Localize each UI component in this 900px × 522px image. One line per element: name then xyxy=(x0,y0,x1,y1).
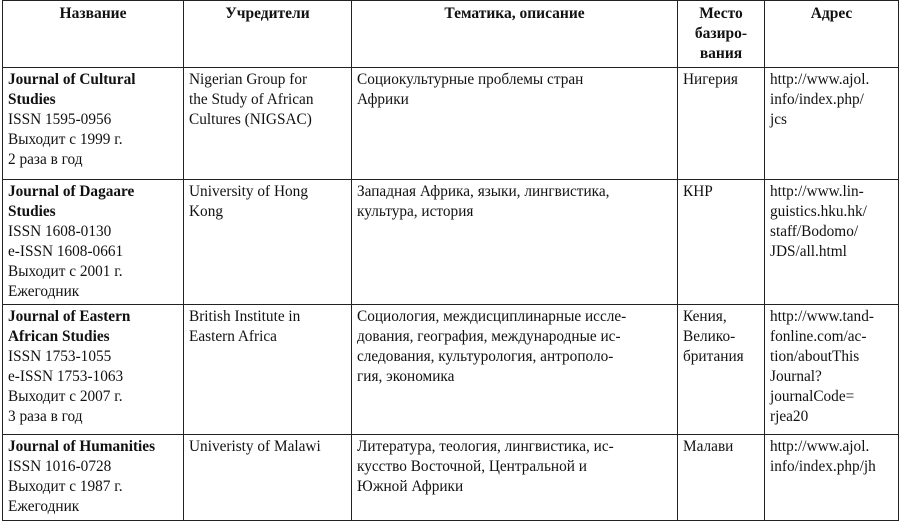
journal-info-line: ISSN 1016-0728 xyxy=(8,458,112,475)
address-line: staff/Bodomo/ xyxy=(770,223,859,240)
header-founders: Учредители xyxy=(184,1,352,68)
topic-line: Литература, теология, лингвистика, ис- xyxy=(357,438,614,455)
address-cell xyxy=(765,435,899,521)
topic-line: Африки xyxy=(357,91,409,108)
founders-line: the Study of African xyxy=(189,91,314,108)
journal-info-line: Ежегодник xyxy=(8,498,80,515)
topic-line: культура, история xyxy=(357,203,474,220)
table-header-row xyxy=(3,1,899,68)
founders-cell xyxy=(184,180,352,305)
address-line: JDS/all.html xyxy=(770,243,847,260)
address-line: info/index.php/ xyxy=(770,91,864,108)
place-line: британия xyxy=(683,348,744,365)
journal-title-line: Journal of Humanities xyxy=(8,438,156,455)
header-name: Название xyxy=(3,1,184,68)
founders-line: Univeristy of Malawi xyxy=(189,438,321,455)
founders-line: Eastern Africa xyxy=(189,328,277,345)
address-line: journalCode= xyxy=(770,388,855,405)
table-row xyxy=(3,68,899,180)
topic-line: Социокультурные проблемы стран xyxy=(357,71,584,88)
founders-line: Nigerian Group for xyxy=(189,71,308,88)
address-line: guistics.hku.hk/ xyxy=(770,203,867,220)
table-row xyxy=(3,305,899,435)
founders-line: Kong xyxy=(189,203,223,220)
journals-table xyxy=(2,0,899,521)
journal-title-line: Journal of Dagaare xyxy=(8,183,135,200)
table-row xyxy=(3,180,899,305)
header-place xyxy=(678,1,765,68)
header-topic: Тематика, описание xyxy=(352,1,678,68)
founders-line: British Institute in xyxy=(189,308,301,325)
address-line: Journal? xyxy=(770,368,822,385)
address-line: http://www.ajol. xyxy=(770,438,870,455)
journal-title-line: Journal of Eastern xyxy=(8,308,131,325)
topic-cell xyxy=(352,435,678,521)
header-place-line: Место xyxy=(699,5,743,22)
journal-info-line: 3 раза в год xyxy=(8,408,83,425)
founders-cell xyxy=(184,305,352,435)
place-line: Кения, xyxy=(683,308,727,325)
place-cell xyxy=(678,305,765,435)
header-place-line: вания xyxy=(699,45,743,62)
address-cell xyxy=(765,305,899,435)
place-cell xyxy=(678,180,765,305)
address-line: rjea20 xyxy=(770,408,809,425)
topic-line: гия, экономика xyxy=(357,368,455,385)
address-cell xyxy=(765,68,899,180)
founders-cell xyxy=(184,435,352,521)
journal-title-line: Studies xyxy=(8,203,56,220)
journal-info-line: 2 раза в год xyxy=(8,151,83,168)
journal-info-line: e-ISSN 1753-1063 xyxy=(8,368,124,385)
address-line: http://www.lin- xyxy=(770,183,864,200)
header-place-line: базиро- xyxy=(694,25,748,42)
address-line: http://www.tand- xyxy=(770,308,874,325)
founders-cell xyxy=(184,68,352,180)
address-line: info/index.php/jh xyxy=(770,458,876,475)
topic-cell xyxy=(352,68,678,180)
journal-info-line: ISSN 1608-0130 xyxy=(8,223,112,240)
topic-line: дования, география, международные ис- xyxy=(357,328,621,345)
journal-info-line: Выходит с 2007 г. xyxy=(8,388,123,405)
topic-cell xyxy=(352,305,678,435)
header-address: Адрес xyxy=(765,1,899,68)
journal-title-line: African Studies xyxy=(8,328,110,345)
journal-info-line: Выходит с 1999 г. xyxy=(8,131,123,148)
topic-line: Западная Африка, языки, лингвистика, xyxy=(357,183,610,200)
address-line: jcs xyxy=(770,111,787,128)
place-line: Малави xyxy=(683,438,734,455)
topic-line: Социология, междисциплинарные иссле- xyxy=(357,308,627,325)
journal-title-line: Journal of Cultural xyxy=(8,71,136,88)
topic-line: Южной Африки xyxy=(357,478,464,495)
journal-info-line: ISSN 1595-0956 xyxy=(8,111,112,128)
place-cell xyxy=(678,435,765,521)
table-row xyxy=(3,435,899,521)
journal-info-line: Выходит с 1987 г. xyxy=(8,478,123,495)
place-cell xyxy=(678,68,765,180)
journal-name-cell xyxy=(3,435,184,521)
journal-name-cell xyxy=(3,180,184,305)
journal-info-line: Выходит с 2001 г. xyxy=(8,263,123,280)
topic-cell xyxy=(352,180,678,305)
founders-line: University of Hong xyxy=(189,183,308,200)
place-line: Велико- xyxy=(683,328,736,345)
address-line: http://www.ajol. xyxy=(770,71,870,88)
journal-info-line: Ежегодник xyxy=(8,283,80,300)
place-line: КНР xyxy=(683,183,713,200)
journal-info-line: ISSN 1753-1055 xyxy=(8,348,112,365)
address-line: fonline.com/ac- xyxy=(770,328,867,345)
place-line: Нигерия xyxy=(683,71,738,88)
address-line: tion/aboutThis xyxy=(770,348,860,365)
journal-name-cell xyxy=(3,305,184,435)
address-cell xyxy=(765,180,899,305)
topic-line: кусство Восточной, Центральной и xyxy=(357,458,587,475)
founders-line: Cultures (NIGSAC) xyxy=(189,111,312,128)
journal-name-cell xyxy=(3,68,184,180)
journal-info-line: e-ISSN 1608-0661 xyxy=(8,243,124,260)
journal-title-line: Studies xyxy=(8,91,56,108)
topic-line: следования, культурология, антрополо- xyxy=(357,348,614,365)
